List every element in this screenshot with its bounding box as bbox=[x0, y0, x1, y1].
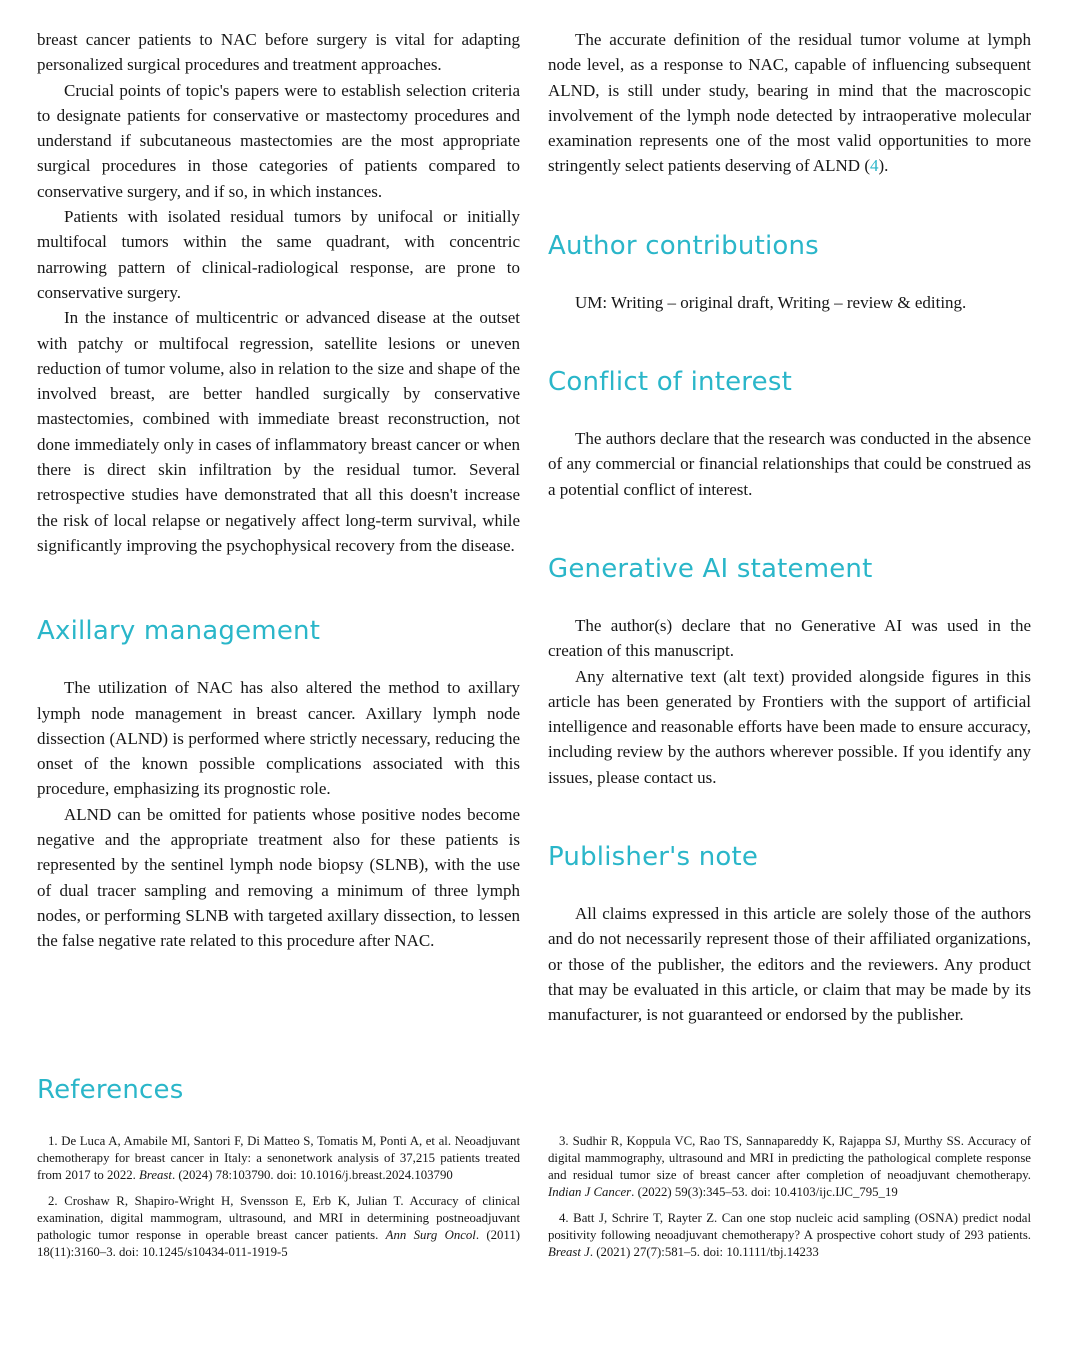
reference-number: 2. bbox=[48, 1193, 58, 1208]
paragraph: The authors declare that the research was conducted in the absence of any commercial or financial relationships that could be construed as a potential conflict of interest. bbox=[548, 429, 1031, 499]
references-columns bbox=[37, 1133, 1031, 1261]
reference-number: 1. bbox=[48, 1133, 58, 1148]
paragraph: ALND can be omitted for patients whose positive nodes become negative and the appropriate treatment also for these patients is represented by the sentinel lymph node biopsy (SLNB), with the use of dual tracer sampling and removing a minimum of three lymph nodes, or performing SLNB with targeted axillary dissection, to lessen the false negative rate related to this procedure after NAC. bbox=[37, 804, 520, 951]
paragraph: Crucial points of topic's papers were to establish selection criteria to designate patients for conservative or mastectomy procedures and understand if subcutaneous mastectomies are the most appropriate surgical procedures in those categories of patients compared to conservative surgery, and if so, in which instances. bbox=[37, 80, 520, 201]
reference-text: Croshaw R, Shapiro-Wright H, Svensson E, Erb K, Julian T. Accuracy of clinical examination, digital mammogram, ultrasound, and MRI in determining postneoadjuvant pathologic tumor response in operable breast cancer patients. bbox=[37, 1193, 521, 1242]
paragraph: Any alternative text (alt text) provided alongside figures in this article has been generated by Frontiers with the support of artificial intelligence and reasonable efforts have been made to ensure accuracy, including review by the authors wherever possible. If you identify any issues, please contact us. bbox=[548, 666, 1031, 787]
reference-text: De Luca A, Amabile MI, Santori F, Di Matteo S, Tomatis M, Ponti A, et al. Neoadjuvant chemotherapy for breast cancer in Italy: a senonetwork analysis of 37,215 patients treated from 2017 to 2022. bbox=[37, 1133, 520, 1182]
paragraph: Patients with isolated residual tumors by unifocal or initially multifocal tumors within the same quadrant, with concentric narrowing pattern of clinical-radiological response, are prone to conservative surgery. bbox=[37, 207, 520, 302]
paragraph-with-citation bbox=[548, 27, 1031, 179]
reference-number: 3. bbox=[559, 1133, 569, 1148]
left-column bbox=[37, 27, 520, 1028]
section-heading-author-contributions: Author contributions bbox=[548, 230, 819, 261]
paragraph-text: The accurate definition of the residual tumor volume at lymph node level, as a response to NAC, capable of influencing subsequent ALND, is still under study, bearing in mind that the macroscopic involvement of the lymph node detected by intraoperative molecular examination represents one of the most valid opportunities to more stringently select patients deserving of ALND ( bbox=[548, 30, 1031, 176]
journal-name: Indian J Cancer bbox=[548, 1184, 632, 1199]
citation-link-4[interactable]: 4 bbox=[869, 156, 879, 176]
reference-text: Batt J, Schrire T, Rayter Z. Can one stop nucleic acid sampling (OSNA) predict nodal positivity following neoadjuvant chemotherapy? A prospective cohort study of 293 patients. bbox=[548, 1210, 1032, 1242]
reference-item bbox=[37, 1133, 520, 1184]
reference-tail: . (2021) 27(7):581–5. doi: 10.1111/tbj.14233 bbox=[589, 1244, 819, 1259]
journal-name: Ann Surg Oncol bbox=[385, 1227, 476, 1242]
article-body-columns bbox=[37, 27, 1031, 1028]
journal-name: Breast bbox=[139, 1167, 172, 1182]
references-right-column bbox=[548, 1133, 1031, 1261]
section-heading-publishers-note: Publisher's note bbox=[548, 842, 759, 873]
references-left-column bbox=[37, 1133, 520, 1261]
journal-name: Breast J bbox=[548, 1244, 590, 1259]
reference-tail: . (2011) 18(11):3160–3. doi: 10.1245/s10434-011-1919-5 bbox=[37, 1227, 520, 1259]
paragraph: UM: Writing – original draft, Writing – review & editing. bbox=[575, 292, 967, 312]
paragraph: The author(s) declare that no Generative AI was used in the creation of this manuscript. bbox=[548, 615, 1031, 661]
right-column bbox=[548, 27, 1031, 1028]
reference-item bbox=[548, 1210, 1031, 1261]
paragraph: The utilization of NAC has also altered the method to axillary lymph node management in breast cancer. Axillary lymph node dissection (ALND) is performed where strictly necessary, reducing the onset of the known possible complications associated with this procedure, emphasizing its prognostic role. bbox=[37, 678, 520, 799]
reference-item bbox=[37, 1193, 520, 1261]
reference-item bbox=[548, 1133, 1031, 1201]
reference-tail: . (2022) 59(3):345–53. doi: 10.4103/ijc.IJC_795_19 bbox=[631, 1184, 898, 1199]
section-heading-references: References bbox=[37, 1074, 184, 1105]
paragraph: breast cancer patients to NAC before surgery is vital for adapting personalized surgical procedures and treatment approaches. bbox=[37, 30, 520, 75]
reference-text: Sudhir R, Koppula VC, Rao TS, Sannapareddy K, Rajappa SJ, Murthy SS. Accuracy of digital mammography, ultrasound and MRI in predicting the pathological complete response and residual tumor size of breast cancer after completion of neoadjuvant chemotherapy. bbox=[548, 1133, 1032, 1182]
section-heading-generative-ai-statement: Generative AI statement bbox=[548, 553, 873, 584]
reference-number: 4. bbox=[559, 1210, 569, 1225]
paragraph: In the instance of multicentric or advanced disease at the outset with patchy or multifocal regression, satellite lesions or uneven reduction of tumor volume, also in relation to the size and shape of the involved breast, are better handled surgically by conservative mastectomies, combined with immediate breast reconstruction, not done immediately only in cases of inflammatory breast cancer or when there is direct skin infiltration by the residual tumor. Several retrospective studies have demonstrated that all this doesn't increase the risk of local relapse or negatively affect long-term survival, while significantly improving the psychophysical recovery from the disease. bbox=[37, 308, 520, 555]
section-heading-axillary-management: Axillary management bbox=[37, 616, 321, 647]
paragraph-text: ). bbox=[878, 156, 889, 176]
section-heading-conflict-of-interest: Conflict of interest bbox=[548, 367, 792, 398]
reference-tail: . (2024) 78:103790. doi: 10.1016/j.breast.2024.103790 bbox=[171, 1167, 453, 1182]
references-section bbox=[37, 1074, 1031, 1261]
paragraph: All claims expressed in this article are solely those of the authors and do not necessarily represent those of their affiliated organizations, or those of the publisher, the editors and the reviewers. Any product that may be evaluated in this article, or claim that may be made by its manufacturer, is not guaranteed or endorsed by the publisher. bbox=[548, 904, 1031, 1025]
